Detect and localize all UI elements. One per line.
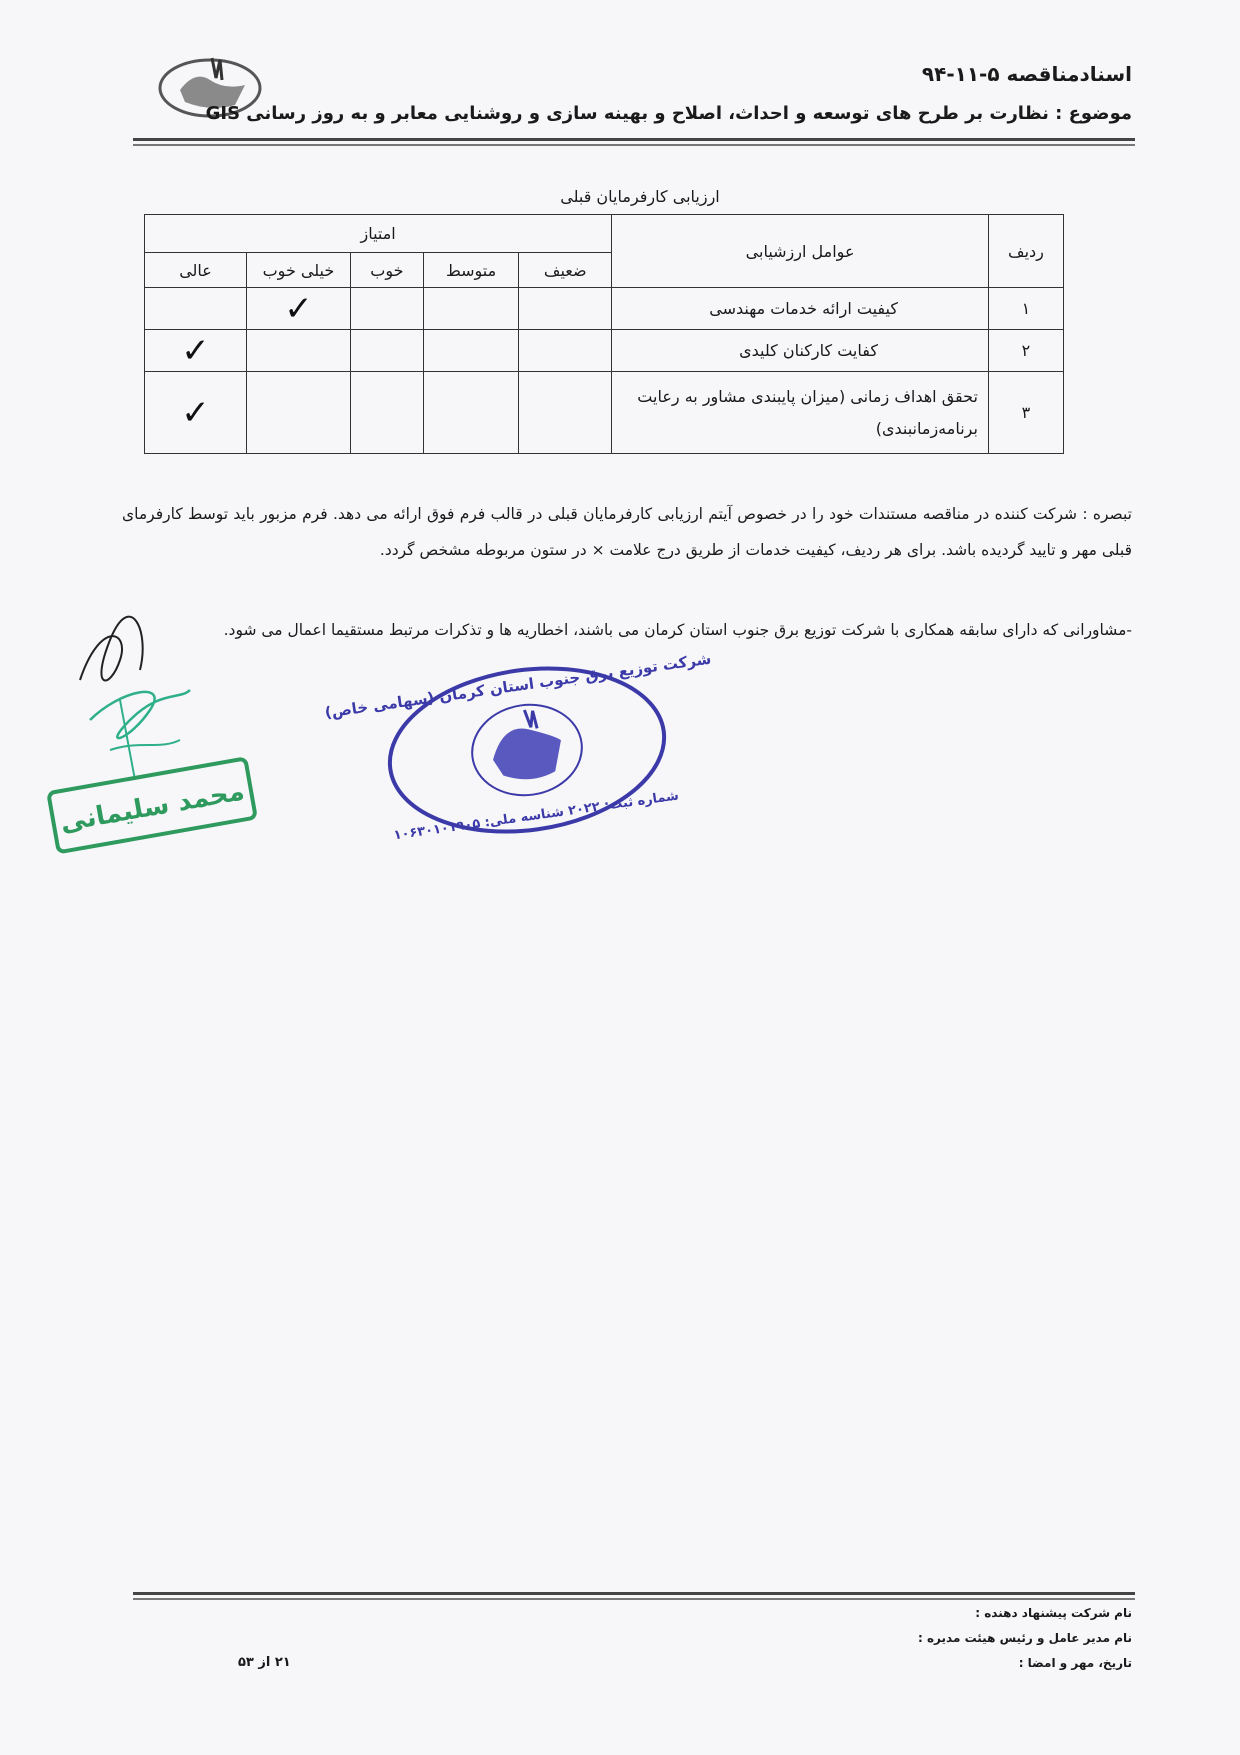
table-row: [145, 372, 1064, 454]
row-factor: کفایت کارکنان کلیدی: [612, 330, 989, 372]
document-subject: موضوع : نظارت بر طرح های توسعه و احداث، اصلاح و بهینه سازی و روشنایی معابر و به روز رسانی GIS: [205, 103, 1132, 124]
table-title: ارزیابی کارفرمایان قبلی: [560, 187, 720, 206]
tender-number: اسنادمناقصه ۵-۱۱-۹۴: [921, 62, 1132, 86]
score-level-good: خوب: [350, 253, 423, 288]
score-level-average: متوسط: [423, 253, 518, 288]
row-number: ۲: [988, 330, 1063, 372]
score-level-excellent: عالی: [145, 253, 247, 288]
col-row-header: ردیف: [988, 215, 1063, 288]
score-level-weak: ضعیف: [519, 253, 612, 288]
seal-registration: شماره ثبت: ۲۰۲۲ شناسه ملی: ۱۰۶۳۰۱۰۱۹۰۵: [392, 788, 680, 844]
footer-rule: [133, 1592, 1135, 1595]
header-rule: [133, 138, 1135, 141]
footer-rule-thin: [133, 1598, 1135, 1600]
check-mark: ✓: [145, 372, 247, 454]
footer-company-label: نام شرکت پیشنهاد دهنده :: [975, 1606, 1132, 1620]
table-row: [145, 288, 1064, 330]
footer-date-label: تاریخ، مهر و امضا :: [1018, 1656, 1132, 1670]
stamp-name: محمد سلیمانی: [57, 776, 247, 839]
row-number: ۳: [988, 372, 1063, 454]
row-factor: تحقق اهداف زمانی (میزان پایبندی مشاور به رعایت برنامه‌زمانبندی): [612, 372, 989, 454]
check-mark: ✓: [145, 330, 247, 372]
note-paragraph-2: -مشاورانی که دارای سابقه همکاری با شرکت توزیع برق جنوب استان کرمان می باشند، اخطاریه ها و تذکرات مرتبط مستقیما اعمال می شود.: [223, 621, 1132, 639]
header-rule-thin: [133, 144, 1135, 146]
evaluation-table: [144, 214, 1064, 454]
note-paragraph-1: تبصره : شرکت کننده در مناقصه مستندات خود را در خصوص آیتم ارزیابی کارفرمایان قبلی در قالب فرم فوق ارائه می دهد. فرم مزبور باید توسط کارفرمای قبلی مهر و تایید گردیده باشد. برای هر ردیف، کیفیت خدمات از طریق درج علامت × در ستون مربوطه مشخص گردد.: [122, 505, 1132, 559]
row-number: ۱: [988, 288, 1063, 330]
footer-ceo-label: نام مدیر عامل و رئیس هیئت مدیره :: [918, 1631, 1132, 1645]
col-score-header: امتیاز: [145, 215, 612, 253]
name-stamp: [44, 760, 264, 850]
table-row: [145, 330, 1064, 372]
row-factor: کیفیت ارائه خدمات مهندسی: [612, 288, 989, 330]
check-mark: ✓: [247, 288, 351, 330]
company-seal: [323, 649, 713, 844]
seal-ring-text: شرکت توزیع برق جنوب استان کرمان (سهامی خاص): [323, 649, 713, 722]
col-factors-header: عوامل ارزشیابی: [612, 215, 989, 288]
page-number: ۲۱ از ۵۳: [238, 1655, 291, 1670]
score-level-very-good: خیلی خوب: [247, 253, 351, 288]
